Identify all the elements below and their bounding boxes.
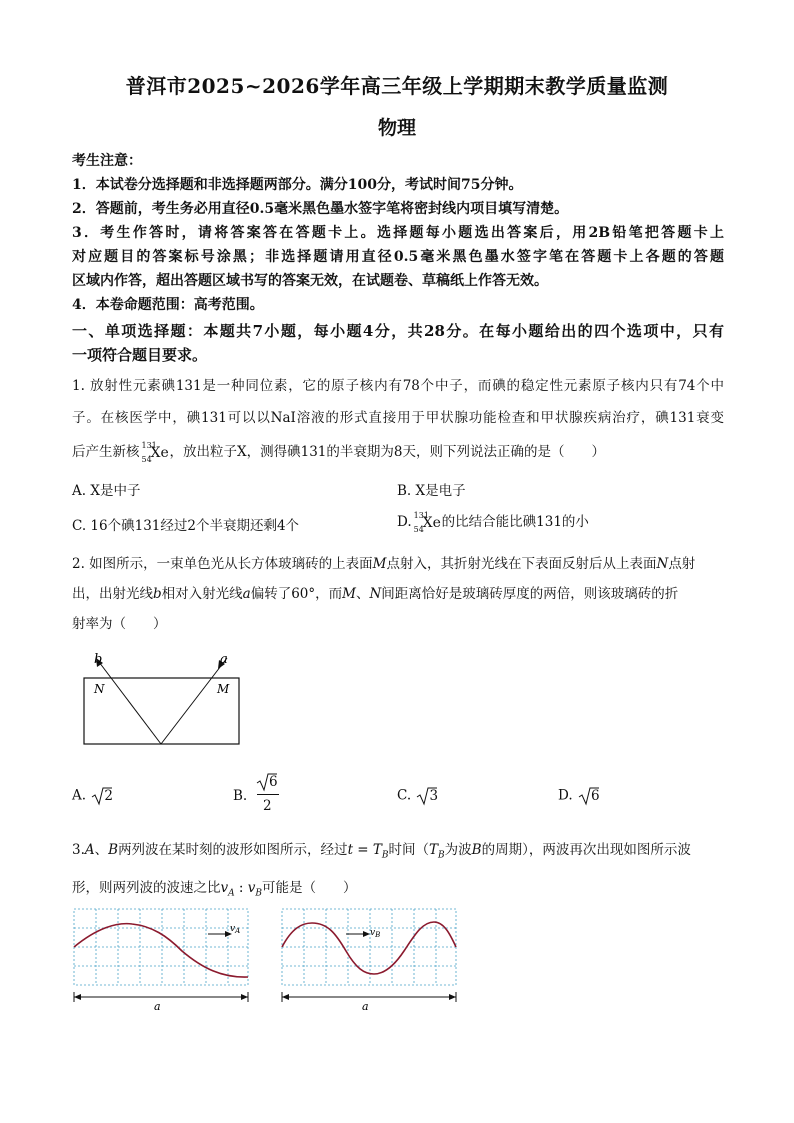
section-heading: 一、单项选择题：本题共7小题，每小题4分，共28分。在每小题给出的四个选项中，只有 [72, 322, 724, 340]
exit-ray [96, 658, 161, 744]
q3-text: 两列波在某时刻的波形如图所示，经过 [118, 842, 348, 858]
q1-option-d [397, 510, 589, 533]
vb-arrow-icon [363, 931, 370, 937]
fraction-bar [257, 794, 279, 795]
section-heading-cont: 一项符合题目要求。 [72, 346, 208, 364]
xe-nuclide-option [412, 510, 442, 534]
q2-text: 出，出射光线 [72, 586, 153, 602]
va-label: $v_A$ [230, 924, 241, 935]
wave-a-figure [72, 906, 254, 1016]
option-label: D. [558, 787, 573, 804]
radicand: 2 [104, 787, 113, 804]
nuclide-symbol: Xe [422, 514, 441, 531]
figure-label-n: N [94, 682, 105, 696]
wave-b-label: B [108, 842, 119, 858]
q3-text: 时间（ [388, 842, 430, 858]
incident-ray [161, 658, 227, 744]
option-label: C. [397, 787, 412, 804]
time-eq: t = T [347, 842, 382, 858]
ray-b: b [153, 586, 162, 602]
period-t: T [429, 842, 439, 858]
q1-option-d-text: 的比结合能比碘131的小 [441, 514, 589, 530]
notice-item-4: 4．本卷命题范围：高考范围。 [72, 297, 264, 313]
q1-line-3-b: ，放出粒子X，测得碘131的半衰期为8天，则下列说法正确的是（ ） [169, 444, 605, 460]
radicand: 6 [590, 787, 600, 804]
width-label-a: a [154, 1000, 161, 1013]
q1-line-2: 子。在核医学中，碘131可以以NaI溶液的形式直接用于甲状腺功能检查和甲状腺疾病治疗，碘131衰变 [72, 410, 724, 426]
radicand: 6 [269, 774, 278, 790]
nuclide-charge: 54 [141, 454, 152, 464]
point-n: N [369, 586, 382, 602]
q2-text: 、 [355, 586, 370, 602]
ray-a: a [242, 586, 251, 602]
q3-text: 形，则两列波的波速之比 [72, 880, 221, 896]
q1-option-d-label: D. [397, 514, 412, 530]
q1-line-3-a: 后产生新核 [72, 444, 140, 460]
q3-text: 为波 [444, 842, 472, 858]
q1-line-3 [72, 440, 724, 463]
q3-line-1 [72, 838, 724, 861]
q2-option-d [558, 786, 600, 806]
q2-text: 相对入射光线 [161, 586, 243, 602]
point-n: N [656, 556, 669, 572]
notice-item-2: 2．答题前，考生务必用直径0.5毫米黑色墨水签字笔将密封线内项目填写清楚。 [72, 201, 569, 217]
q2-line-3: 射率为（ ） [72, 616, 167, 632]
figure-label-a: a [220, 652, 228, 667]
figure-label-b: b [94, 652, 103, 667]
denominator: 2 [263, 798, 272, 814]
q2-option-a [72, 786, 113, 806]
q1-option-a: A. X是中子 [72, 483, 141, 499]
q2-option-c [397, 786, 438, 806]
nuclide-mass: 131 [141, 440, 157, 450]
q3-text: 可能是（ ） [262, 880, 357, 896]
nuclide-symbol: Xe [150, 444, 169, 461]
glass-block-figure [72, 645, 252, 750]
width-label-b: a [362, 1000, 369, 1013]
xe-nuclide [140, 440, 170, 464]
exam-title: 普洱市2025~2026学年高三年级上学期期末教学质量监测 [125, 74, 669, 98]
velocity-v: v [220, 880, 229, 896]
glass-block [84, 678, 239, 744]
subscript-b: B [438, 850, 445, 861]
point-m: M [342, 586, 356, 602]
notice-item-1: 1．本试卷分选择题和非选择题两部分。满分100分，考试时间75分钟。 [72, 177, 523, 193]
q3-text: 、 [94, 842, 109, 858]
wave-a-curve [74, 924, 248, 977]
nuclide-mass: 131 [413, 510, 429, 520]
wave-b-curve [282, 922, 456, 974]
notice-item-3-cont2: 区域内作答，超出答题区域书写的答案无效，在试题卷、草稿纸上作答无效。 [72, 273, 548, 289]
wave-b-figure [280, 906, 462, 1016]
q3-text: 3. [72, 842, 85, 858]
q2-line-2 [72, 582, 724, 602]
ratio-sep: : [234, 880, 248, 896]
notice-heading: 考生注意： [72, 153, 142, 169]
q2-text: 偏转了60°，而 [250, 586, 343, 602]
q2-line-1 [72, 552, 724, 572]
subscript-b: B [255, 888, 263, 899]
q3-text: 的周期），两波再次出现如图所示波 [481, 842, 691, 858]
vb-label: $v_B$ [370, 928, 381, 939]
wave-b-label: B [471, 842, 482, 858]
q3-line-2 [72, 876, 724, 899]
q1-option-c: C. 16个碘131经过2个半衰期还剩4个 [72, 518, 300, 534]
subscript-a: A [228, 888, 235, 899]
subscript-b: B [381, 850, 389, 861]
wave-a-label: A [84, 842, 95, 858]
notice-item-3: 3．考生作答时，请将答案答在答题卡上。选择题每小题选出答案后，用2B铅笔把答题卡上 [72, 225, 724, 241]
velocity-v: v [247, 880, 256, 896]
nuclide-charge: 54 [413, 524, 424, 534]
q1-line-1: 1. 放射性元素碘131是一种同位素，它的原子核内有78个中子，而碘的稳定性元素原子核内只有74个中 [72, 378, 724, 394]
figure-label-m: M [217, 682, 230, 696]
exam-subject: 物理 [377, 117, 416, 139]
q2-text: 点射 [668, 556, 696, 572]
notice-item-3-cont: 对应题目的答案标号涂黑；非选择题请用直径0.5毫米黑色墨水签字笔在答题卡上各题的答题 [72, 249, 724, 265]
q2-text: 间距离恰好是玻璃砖厚度的两倍，则该玻璃砖的折 [381, 586, 679, 602]
option-label: B. [233, 788, 248, 804]
option-label: A. [72, 787, 87, 804]
point-m: M [372, 556, 387, 572]
q2-text: 点射入，其折射光线在下表面反射后从上表面 [386, 556, 657, 572]
radicand: 3 [429, 787, 439, 804]
q1-option-b: B. X是电子 [397, 483, 466, 499]
q2-text: 2. 如图所示，一束单色光从长方体玻璃砖的上表面 [72, 556, 373, 572]
